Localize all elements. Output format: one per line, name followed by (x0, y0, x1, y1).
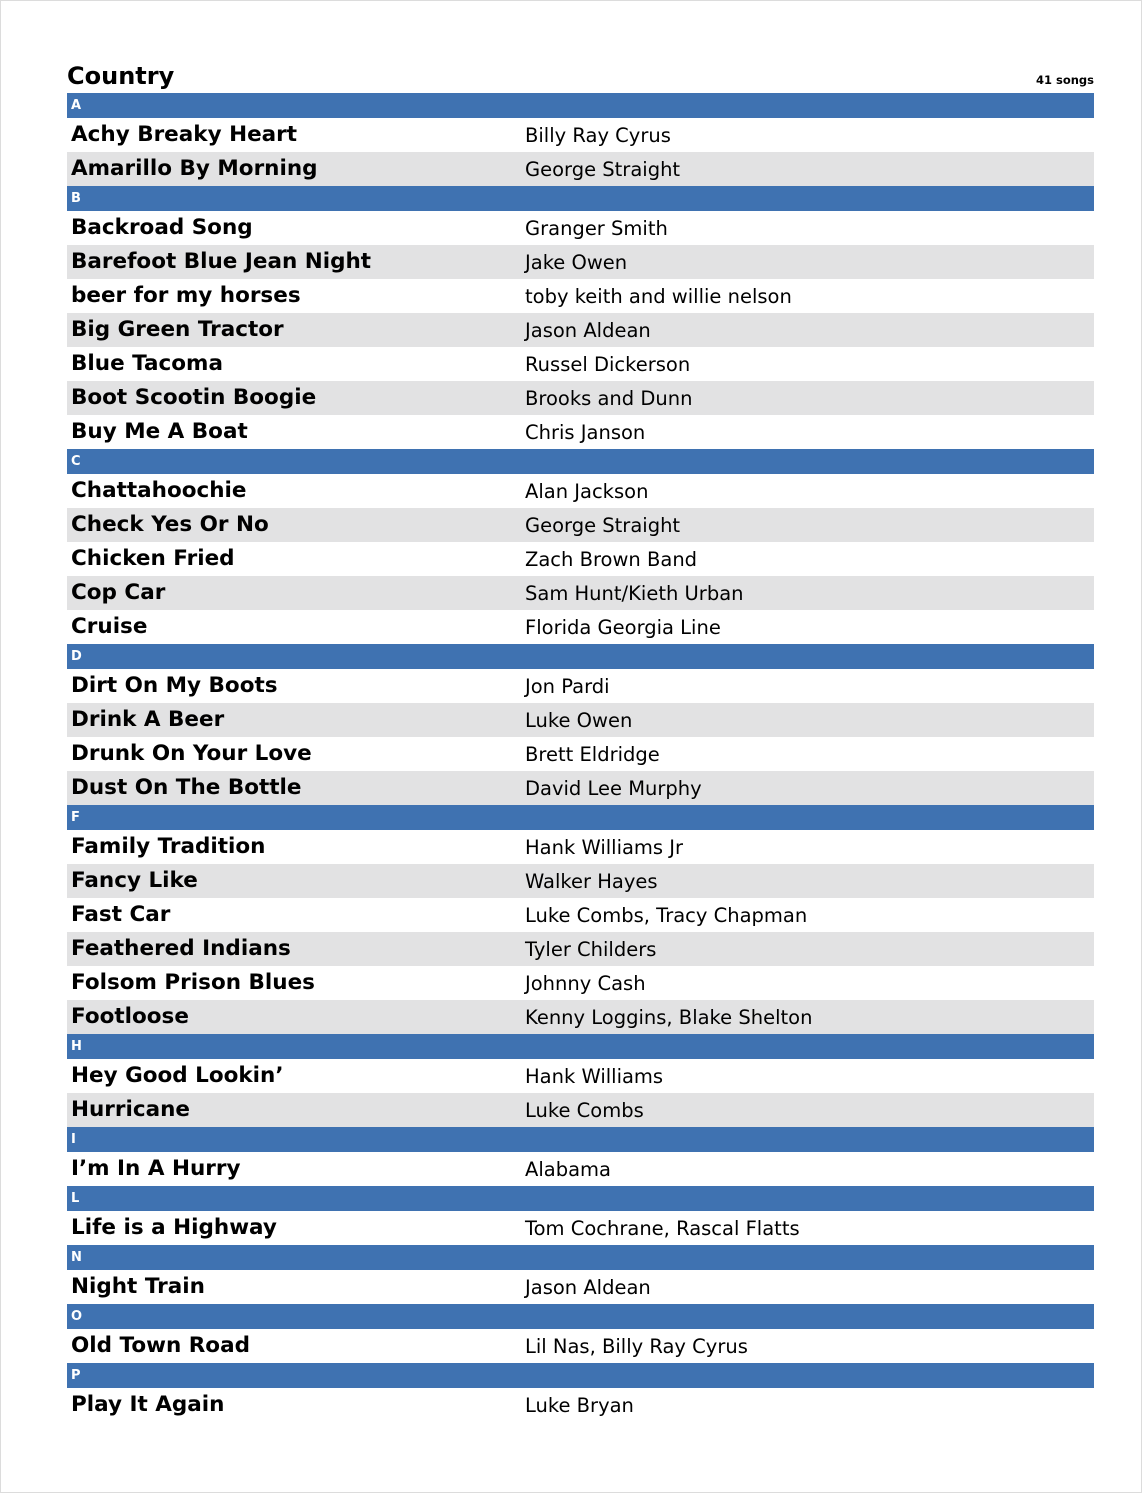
song-title: Hurricane (71, 1097, 191, 1122)
song-title: Chicken Fried (71, 546, 235, 571)
song-title: Backroad Song (71, 215, 253, 240)
song-artist: Tom Cochrane, Rascal Flatts (525, 1217, 800, 1240)
section-header-c: C (67, 449, 1094, 474)
song-row (67, 245, 1094, 279)
song-artist: Russel Dickerson (525, 353, 691, 376)
song-artist: George Straight (525, 514, 681, 537)
song-row (67, 211, 1094, 245)
song-title: Drunk On Your Love (71, 741, 312, 766)
song-title: Amarillo By Morning (71, 156, 318, 181)
song-artist: Johnny Cash (525, 972, 646, 995)
song-row (67, 381, 1094, 415)
song-row (67, 118, 1094, 152)
song-row (67, 1211, 1094, 1245)
song-row (67, 966, 1094, 1000)
song-title: Chattahoochie (71, 478, 247, 503)
song-title: Barefoot Blue Jean Night (71, 249, 372, 274)
song-artist: Luke Owen (525, 709, 633, 732)
song-row (67, 152, 1094, 186)
song-row (67, 474, 1094, 508)
song-artist: Brett Eldridge (525, 743, 660, 766)
song-row (67, 898, 1094, 932)
song-row (67, 1329, 1094, 1363)
song-artist: Jon Pardi (525, 675, 610, 698)
song-title: Life is a Highway (71, 1215, 277, 1240)
song-list-sheet (67, 61, 1094, 1422)
song-artist: Chris Janson (525, 421, 646, 444)
section-header-p: P (67, 1363, 1094, 1388)
song-row (67, 313, 1094, 347)
song-row (67, 576, 1094, 610)
song-artist: Kenny Loggins, Blake Shelton (525, 1006, 813, 1029)
song-row (67, 669, 1094, 703)
song-title: Fast Car (71, 902, 171, 927)
song-artist: Hank Williams Jr (525, 836, 684, 859)
song-artist: Jake Owen (525, 251, 628, 274)
song-title: Dust On The Bottle (71, 775, 302, 800)
page-title: Country (67, 62, 175, 90)
song-row (67, 1152, 1094, 1186)
song-row (67, 932, 1094, 966)
song-artist: Walker Hayes (525, 870, 658, 893)
song-title: Cruise (71, 614, 148, 639)
song-artist: Hank Williams (525, 1065, 664, 1088)
song-title: Check Yes Or No (71, 512, 269, 537)
song-row (67, 737, 1094, 771)
song-sections (67, 93, 1094, 1422)
song-artist: Alabama (525, 1158, 611, 1181)
song-artist: Luke Combs (525, 1099, 644, 1122)
song-title: I’m In A Hurry (71, 1156, 241, 1181)
song-title: Buy Me A Boat (71, 419, 248, 444)
song-row (67, 279, 1094, 313)
song-title: Drink A Beer (71, 707, 225, 732)
song-artist: George Straight (525, 158, 681, 181)
song-title: Play It Again (71, 1392, 225, 1417)
song-title: Hey Good Lookin’ (71, 1063, 284, 1088)
list-header (67, 61, 1094, 93)
song-artist: Billy Ray Cyrus (525, 124, 671, 147)
song-title: Folsom Prison Blues (71, 970, 315, 995)
section-header-n: N (67, 1245, 1094, 1270)
song-artist: David Lee Murphy (525, 777, 702, 800)
song-artist: Jason Aldean (525, 319, 651, 342)
song-title: Dirt On My Boots (71, 673, 278, 698)
section-header-a: A (67, 93, 1094, 118)
section-header-o: O (67, 1304, 1094, 1329)
song-artist: Tyler Childers (525, 938, 657, 961)
song-row (67, 1270, 1094, 1304)
song-row (67, 830, 1094, 864)
section-header-f: F (67, 805, 1094, 830)
song-artist: Luke Combs, Tracy Chapman (525, 904, 808, 927)
section-header-l: L (67, 1186, 1094, 1211)
song-row (67, 542, 1094, 576)
song-artist: Alan Jackson (525, 480, 649, 503)
song-artist: Zach Brown Band (525, 548, 698, 571)
song-row (67, 1059, 1094, 1093)
song-title: Big Green Tractor (71, 317, 284, 342)
section-header-d: D (67, 644, 1094, 669)
song-artist: Lil Nas, Billy Ray Cyrus (525, 1335, 748, 1358)
song-row (67, 347, 1094, 381)
song-title: Achy Breaky Heart (71, 122, 298, 147)
section-header-h: H (67, 1034, 1094, 1059)
section-header-b: B (67, 186, 1094, 211)
song-row (67, 1388, 1094, 1422)
song-artist: Jason Aldean (525, 1276, 651, 1299)
song-artist: toby keith and willie nelson (525, 285, 792, 308)
song-title: Blue Tacoma (71, 351, 223, 376)
section-header-i: I (67, 1127, 1094, 1152)
song-row (67, 771, 1094, 805)
song-title: Family Tradition (71, 834, 266, 859)
song-count: 41 songs (1035, 73, 1094, 87)
song-row (67, 703, 1094, 737)
song-title: Feathered Indians (71, 936, 291, 961)
song-artist: Sam Hunt/Kieth Urban (525, 582, 744, 605)
song-title: Footloose (71, 1004, 189, 1029)
song-row (67, 864, 1094, 898)
song-artist: Florida Georgia Line (525, 616, 721, 639)
song-row (67, 1000, 1094, 1034)
song-title: beer for my horses (71, 283, 301, 308)
song-row (67, 610, 1094, 644)
song-row (67, 508, 1094, 542)
song-title: Fancy Like (71, 868, 198, 893)
song-row (67, 415, 1094, 449)
song-artist: Luke Bryan (525, 1394, 634, 1417)
song-title: Night Train (71, 1274, 205, 1299)
song-title: Cop Car (71, 580, 166, 605)
song-row (67, 1093, 1094, 1127)
song-artist: Granger Smith (525, 217, 668, 240)
song-title: Boot Scootin Boogie (71, 385, 317, 410)
song-title: Old Town Road (71, 1333, 250, 1358)
song-artist: Brooks and Dunn (525, 387, 693, 410)
